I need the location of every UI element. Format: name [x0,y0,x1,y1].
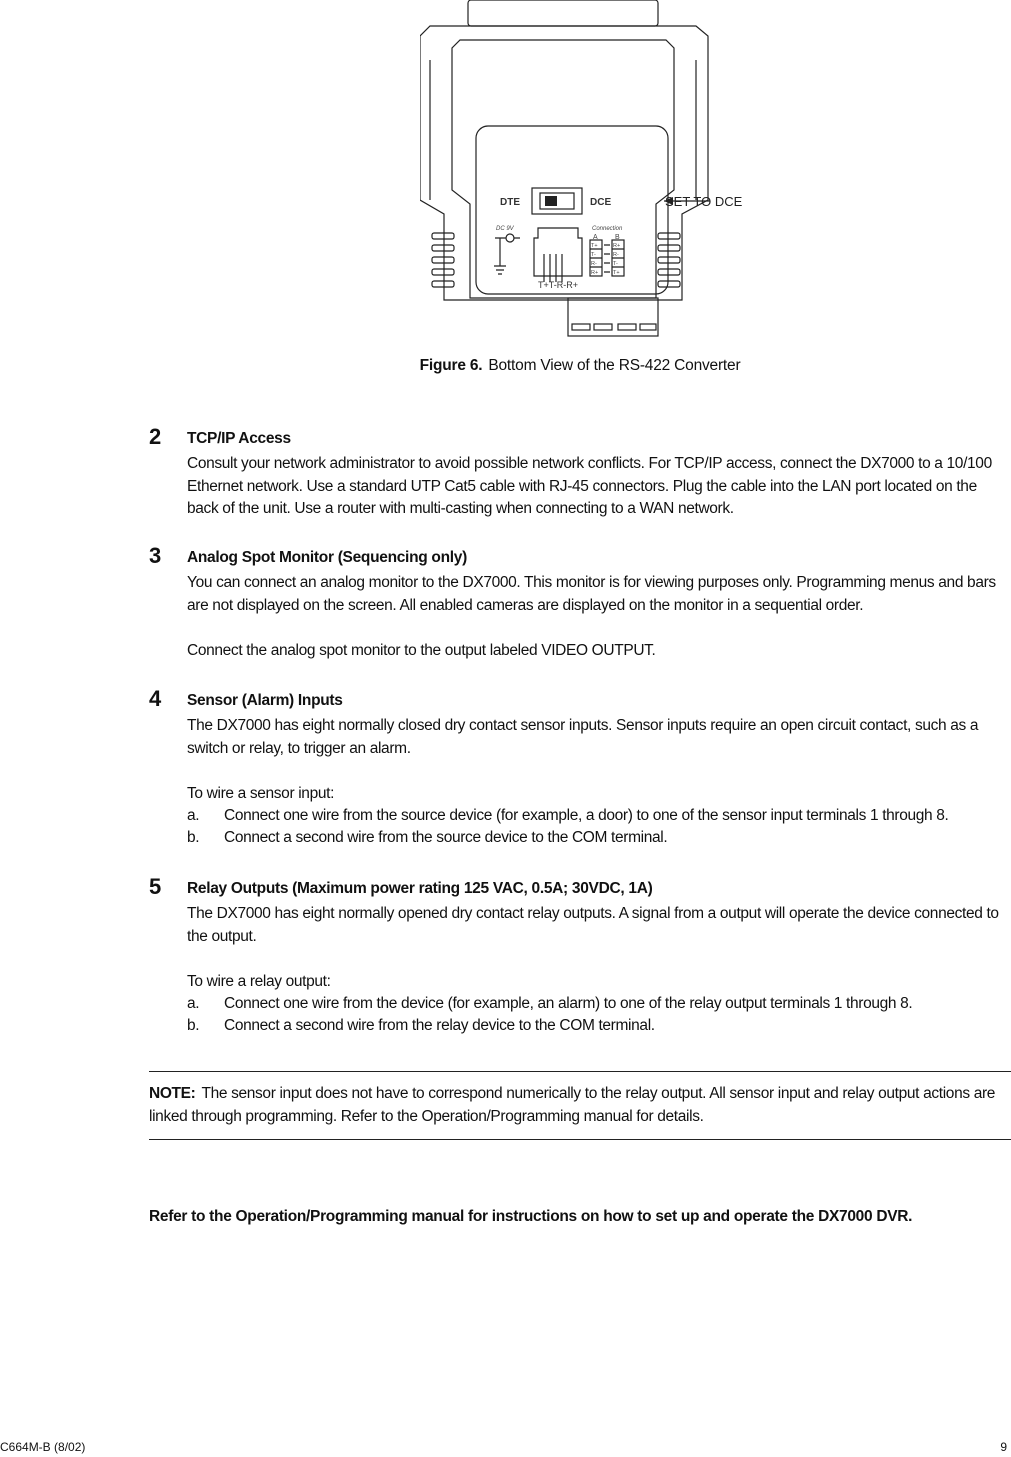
list-item [187,995,1011,1013]
note-top-rule [149,1071,1011,1072]
section-paragraph: You can connect an analog monitor to the DX7000. This monitor is for viewing purposes only. Programming menus and bars are not displayed on the screen. All enabled cameras are displayed on the monitor in a sequential order. [187,574,996,614]
list-item-label: a. [187,995,200,1012]
list-item-text: Connect one wire from the device (for example, an alarm) to one of the relay output terminals 1 through 8. [224,995,913,1012]
list-item-label: b. [187,1017,200,1034]
section-paragraph: To wire a sensor input: [187,785,335,802]
section-heading: Relay Outputs (Maximum power rating 125 VAC, 0.5A; 30VDC, 1A) [187,880,653,897]
dce-label: DCE [590,197,612,208]
note-label: NOTE: [149,1085,196,1102]
dc-label: DC 9V [496,226,514,232]
note-text: The sensor input does not have to correspond numerically to the relay output. All sensor input and relay output actions are linked through programming. Refer to the Operation/Programming manual for details. [149,1085,996,1125]
section-paragraph: To wire a relay output: [187,973,331,990]
figure-caption [0,357,1011,375]
dte-label: DTE [500,197,520,208]
figure-caption-text: Bottom View of the RS-422 Converter [488,357,741,374]
list-item-text: Connect one wire from the source device (for example, a door) to one of the sensor input terminals 1 through 8. [224,807,949,824]
converter-drawing [420,0,760,340]
list-item [187,829,1011,847]
section-paragraph: Consult your network administrator to avoid possible network conflicts. For TCP/IP access, connect the DX7000 to a 10/100 Ethernet network. Use a standard UTP Cat5 cable with RJ-45 connectors. Plug the cable into the LAN port located on the back of the unit. Use a router with multi-casting when connecting to a WAN network. [187,455,992,517]
section-heading: Analog Spot Monitor (Sequencing only) [187,549,467,566]
footer-page-number: 9 [1000,1440,1007,1454]
set-to-dce-label: SET TO DCE [665,194,743,209]
refer-statement: Refer to the Operation/Programming manual for instructions on how to set up and operate the DX7000 DVR. [149,1208,913,1225]
section-heading: TCP/IP Access [187,430,291,447]
section-paragraph: Connect the analog spot monitor to the output labeled VIDEO OUTPUT. [187,642,656,659]
section-number: 2 [149,424,162,449]
note-block [149,1083,1011,1128]
figure-caption-label: Figure 6. [419,357,483,374]
col-a-label: A [593,234,598,241]
col-b-label: B [615,234,620,241]
pin-b-3: T- [613,261,618,267]
pin-a-1: T+ [591,243,598,249]
list-item-text: Connect a second wire from the relay device to the COM terminal. [224,1017,655,1034]
section-number: 5 [149,874,162,899]
section-number: 3 [149,543,162,568]
pins-label: T+T-R-R+ [538,280,579,290]
pin-b-1: R+ [613,243,621,249]
pin-a-2: T- [591,252,596,258]
section-heading: Sensor (Alarm) Inputs [187,692,343,709]
pin-a-3: R- [591,261,597,267]
section-paragraph: The DX7000 has eight normally opened dry contact relay outputs. A signal from a output will operate the device connected to the output. [187,905,999,945]
list-item [187,807,1011,825]
pin-b-4: T+ [613,270,620,276]
list-item-label: b. [187,829,200,846]
section-number: 4 [149,686,162,711]
list-item-label: a. [187,807,200,824]
section-paragraph: The DX7000 has eight normally closed dry contact sensor inputs. Sensor inputs require an open circuit contact, such as a switch or relay, to trigger an alarm. [187,717,979,757]
list-item-text: Connect a second wire from the source device to the COM terminal. [224,829,668,846]
footer-doc-id: C664M-B (8/02) [0,1440,86,1454]
list-item [187,1017,1011,1035]
connection-label: Connection [592,226,623,232]
pin-b-2: R- [613,252,619,258]
note-bottom-rule [149,1139,1011,1140]
converter-figure [420,0,760,340]
pin-a-4: R+ [591,270,599,276]
